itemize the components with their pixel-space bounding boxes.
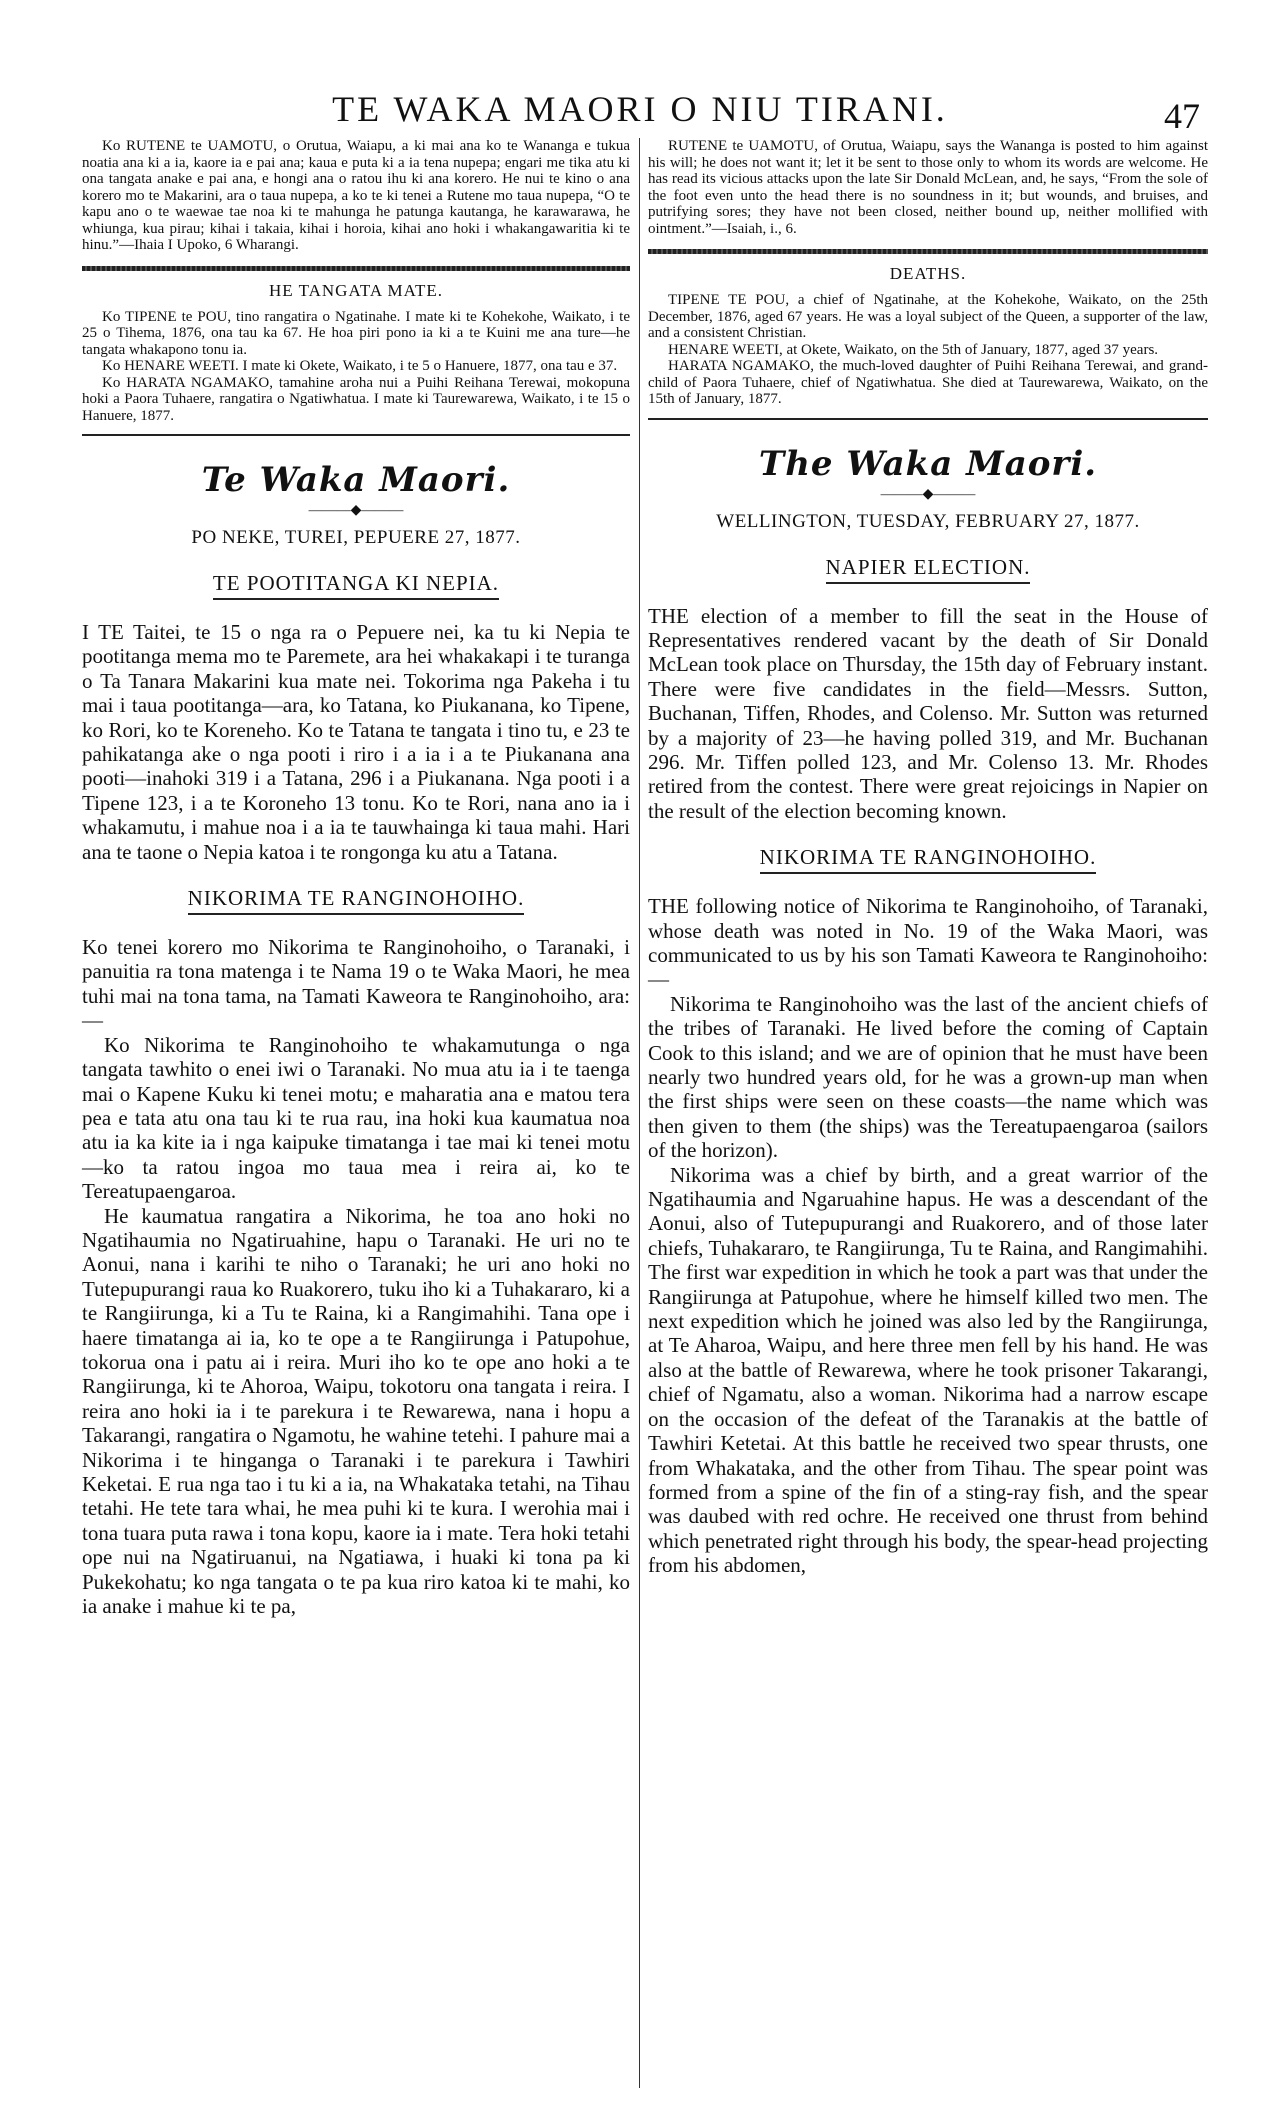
- paragraph: He kaumatua rangatira a Nikorima, he toa ano hoki no Ngatihaumia no Ngatiruahine, hapu o Taranaki. He uri no te Aonui, nana i karihi te niho o Taranaki; he uri ano hoki no Tutepupurangi raua ko Ruakorero, tuku iho ki a Tuhakararo, ki a te Rangiirunga, ki a Tu te Raina, ki a Rangimahihi. Tana ope i haere timatanga ai ia, ko te ope a te Rangiirunga i Patupohue, tokorua ona i patu ai i reira. Muri iho ko te ope ano hoki a te Rangiirunga, ki te Ahoroa, Waipu, tokotoru ona tangata i reira. I reira ano hoki ia i te parekura i te Rewarewa, nana i hopu a Takarangi, rangatira o Ngamotu, he wahine tetehi. I pahure mai a Nikorima i te hinganga o Taranaki i te parekura i Tawhiri Keketai. E rua nga tao i tu ki a ia, na Whakataka tetahi, na Tihau tetahi. He tete tara whai, he mea puhi ki te kura. I werohia mai i tona tuara puta rawa i tona kopu, kaore ia i mate. Tera hoki tetahi ope nui na Ngatiruanui, na Ngatiawa, i huaki ki tona pa ki Pukekohatu; ko nga tangata o te pa kua riro katoa ki te mahi, ko ia anake i mahue ki te pa,: [82, 1203, 630, 1619]
- election-heading-english: [648, 555, 1208, 584]
- paragraph: TIPENE TE POU, a chief of Ngatinahe, at the Kohekohe, Waikato, on the 25th December, 1876, aged 67 years. He was a loyal subject of the Queen, a supporter of the law, and a consistent Christian.: [648, 292, 1208, 341]
- obit-heading-maori: [82, 886, 630, 915]
- paragraph: RUTENE te UAMOTU, of Orutua, Waiapu, says the Wananga is posted to him against his will; he does not want it; let it be sent to those only to whom its words are welcome. He has read its vicious attacks upon the late Sir Donald McLean, and, he says, “From the sole of the foot even unto the head there is no soundness in it; but wounds, and bruises, and putrifying sores; they have not been closed, neither bound up, neither mollified with ointment.”—Isaiah, i., 6.: [648, 138, 1208, 237]
- election-heading-maori: [82, 571, 630, 600]
- right-column: [648, 138, 1208, 1578]
- paragraph: HARATA NGAMAKO, the much-loved daughter of Puihi Reihana Terewai, and grand-child of Paora Tuhaere, chief of Ngatiwhatua. She died at Taurewarewa, Waikato, on the 15th of January, 1877.: [648, 358, 1208, 407]
- section-rule: [82, 266, 630, 271]
- masthead-maori: Te Waka Maori.: [201, 460, 511, 500]
- ornament-rule: ———◆———: [308, 503, 404, 518]
- deaths-notices-english: [648, 292, 1208, 408]
- paragraph: Ko tenei korero mo Nikorima te Ranginohoiho, o Taranaki, i panuitia ra tona matenga i te Nama 19 o te Waka Maori, he mea tuhi mai na tona tama, na Tamati Kaweora te Ranginohoiho, ara:—: [82, 935, 630, 1033]
- heading-text: NAPIER ELECTION.: [826, 555, 1031, 584]
- paragraph: Nikorima te Ranginohoiho was the last of the ancient chiefs of the tribes of Taranaki. He lived before the coming of Captain Cook to this island; and we are of opinion that he must have been nearly two hundred years old, for he was a grown-up man when the first ships were seen on these coasts—the name which was then given to them (the ships) was the Tereatupaengaroa (sailors of the horizon).: [648, 991, 1208, 1163]
- paragraph: Ko HARATA NGAMAKO, tamahine aroha nui a Puihi Reihana Terewai, mokopuna hoki a Paora Tuhaere, rangatira o Ngatiwhatua. I mate ki Taurewarewa, Waikato, i te 15 o Hanuere, 1877.: [82, 374, 630, 424]
- heading-text: NIKORIMA TE RANGINOHOIHO.: [188, 886, 525, 915]
- heading-text: NIKORIMA TE RANGINOHOIHO.: [760, 845, 1097, 874]
- left-column: [82, 138, 630, 1618]
- section-rule: [648, 249, 1208, 254]
- paragraph: Nikorima was a chief by birth, and a great warrior of the Ngatihaumia and Ngaruahine hapus. He was a descendant of the Aonui, also of Tutepupurangi and Ruakorero, and of those later chiefs, Tuhakararo, te Rangiirunga, Tu te Raina, and Rangimahihi. The first war expedition in which he took a part was that under the Rangiirunga at Patupohue, where he himself killed two men. The next expedition which he joined was also led by the Rangiirunga, at Te Aharoa, Waipu, and here three men fell by his hand. He was also at the battle of Rewarewa, where he took prisoner Takarangi, chief of Ngamatu, also a woman. Nikorima had a narrow escape on the occasion of the defeat of the Taranakis at the battle of Tawhiri Ketetai. At this battle he received two spear thrusts, one from Whakataka, and the other from Tihau. The spear point was formed from a spine of the fin of a sting-ray fish, and the spear was daubed with red ochre. He received one thrust from behind which penetrated right through his body, the spear-head projecting from his abdomen,: [648, 1162, 1208, 1578]
- ornament-rule: ———◆———: [880, 486, 976, 502]
- paragraph: THE following notice of Nikorima te Ranginohoiho, of Taranaki, whose death was noted in No. 19 of the Waka Maori, was communicated to us by his son Tamati Kaweora te Ranginohoiho:—: [648, 894, 1208, 992]
- obit-article-maori: [82, 935, 630, 1618]
- paragraph: THE election of a member to fill the seat in the House of Representatives rendered vacant by the death of Sir Donald McLean took place on Thursday, the 15th day of February instant. There were five candidates in the field—Messrs. Sutton, Buchanan, Tiffen, Rhodes, and Colenso. Mr. Sutton was returned by a majority of 23—he having polled 319, and Mr. Buchanan 296. Mr. Tiffen polled 123, and Mr. Colenso 13. Mr. Rhodes retired from the contest. There were great rejoicings in Napier on the result of the election becoming known.: [648, 603, 1208, 823]
- dateline-english: WELLINGTON, TUESDAY, FEBRUARY 27, 1877.: [716, 510, 1140, 532]
- paragraph: Ko TIPENE te POU, tino rangatira o Ngatinahe. I mate ki te Kohekohe, Waikato, i te 25 o Tihema, 1876, ona tau ka 67. He hoa piri pono ia ki a te Kuini me ana ture—he tangata whakapono tonu ia.: [82, 308, 630, 358]
- deaths-notices-maori: [82, 309, 630, 425]
- section-rule: [648, 418, 1208, 420]
- election-article-maori: [82, 620, 630, 864]
- deaths-heading-maori: HE TANGATA MATE.: [269, 280, 443, 300]
- intro-notice-maori: [82, 138, 630, 254]
- running-title: TE WAKA MAORI O NIU TIRANI.: [332, 89, 948, 129]
- column-divider: [639, 138, 640, 2088]
- dateline-maori: PO NEKE, TUREI, PEPUERE 27, 1877.: [191, 527, 521, 548]
- paragraph: HENARE WEETI, at Okete, Waikato, on the 5th of January, 1877, aged 37 years.: [668, 341, 1159, 358]
- obit-heading-english: [648, 845, 1208, 874]
- paragraph: I TE Taitei, te 15 o nga ra o Pepuere nei, ka tu ki Nepia te pootitanga mema mo te Paremete, ara hei whakakapi i te turanga o Ta Tanara Makarini kua mate nei. Tokorima nga Pakeha i tu mai i taua pootitanga—ara, ko Tatana, ko Piukanana, ko Tipene, ko Rori, ko te Koreneho. Ko te Tatana te tangata i tino tu, e 23 te pahikatanga ake o nga pooti i riro i a ia i a te Piukanana ana pooti—inahoki 319 i a Tatana, 296 i a Piukanana. Nga pooti i a Tipene 123, i a te Koroneho 13 tonu. Ko te Rori, nana ano ia i whakamutu, i mahue noa i a ia te tauwhainga ki taua mahi. Hari ana te taone o Nepia katoa i te rongonga ku atu a Tatana.: [82, 620, 630, 864]
- heading-text: TE POOTITANGA KI NEPIA.: [213, 571, 499, 600]
- section-rule: [82, 434, 630, 436]
- intro-notice-english: [648, 138, 1208, 237]
- masthead-english: The Waka Maori.: [758, 443, 1098, 484]
- deaths-heading-english: DEATHS.: [889, 264, 967, 283]
- paragraph: Ko Nikorima te Ranginohoiho te whakamutunga o nga tangata tawhito o enei iwi o Taranaki. No mua atu ia i te taenga mai o Kapene Kuku ki tenei motu; e maharatia ana e matou tera pea e tata atu ona tau ki te rua rau, ina hoki kua kaumatua noa atu ia ka kite ia i nga kaipuke timatanga i tae mai ki tenei motu—ko ta ratou ingoa mo taua mea i reira ai, ko te Tereatupaengaroa.: [82, 1032, 630, 1204]
- election-article-english: [648, 604, 1208, 824]
- obit-article-english: [648, 894, 1208, 1577]
- paragraph: Ko RUTENE te UAMOTU, o Orutua, Waiapu, a ki mai ana ko te Wananga e tukua noatia ana ki a ia, kaore ia e pai ana; kaua e puta ki a ia tena nupepa; engari me tika atu ki ona tangata anake e pai ana, e hongi ana o ratou ihu ki ana korero. He nui te kino o ana korero mo te Makarini, ara o taua nupepa, a ko te ki tenei a Rutene mo taua nupepa, “O te kapu ano o te waewae tae noa ki te mahunga he patunga kautanga, he karawarawa, he whiunga, kua pirau; kihai i takaia, kihai i horoia, kihai ano hoki i whakangawaritia ki te hinu.”—Ihaia I Upoko, 6 Wharangi.: [82, 138, 630, 253]
- page-number: 47: [1164, 96, 1200, 136]
- paragraph: Ko HENARE WEETI. I mate ki Okete, Waikato, i te 5 o Hanuere, 1877, ona tau e 37.: [102, 358, 618, 374]
